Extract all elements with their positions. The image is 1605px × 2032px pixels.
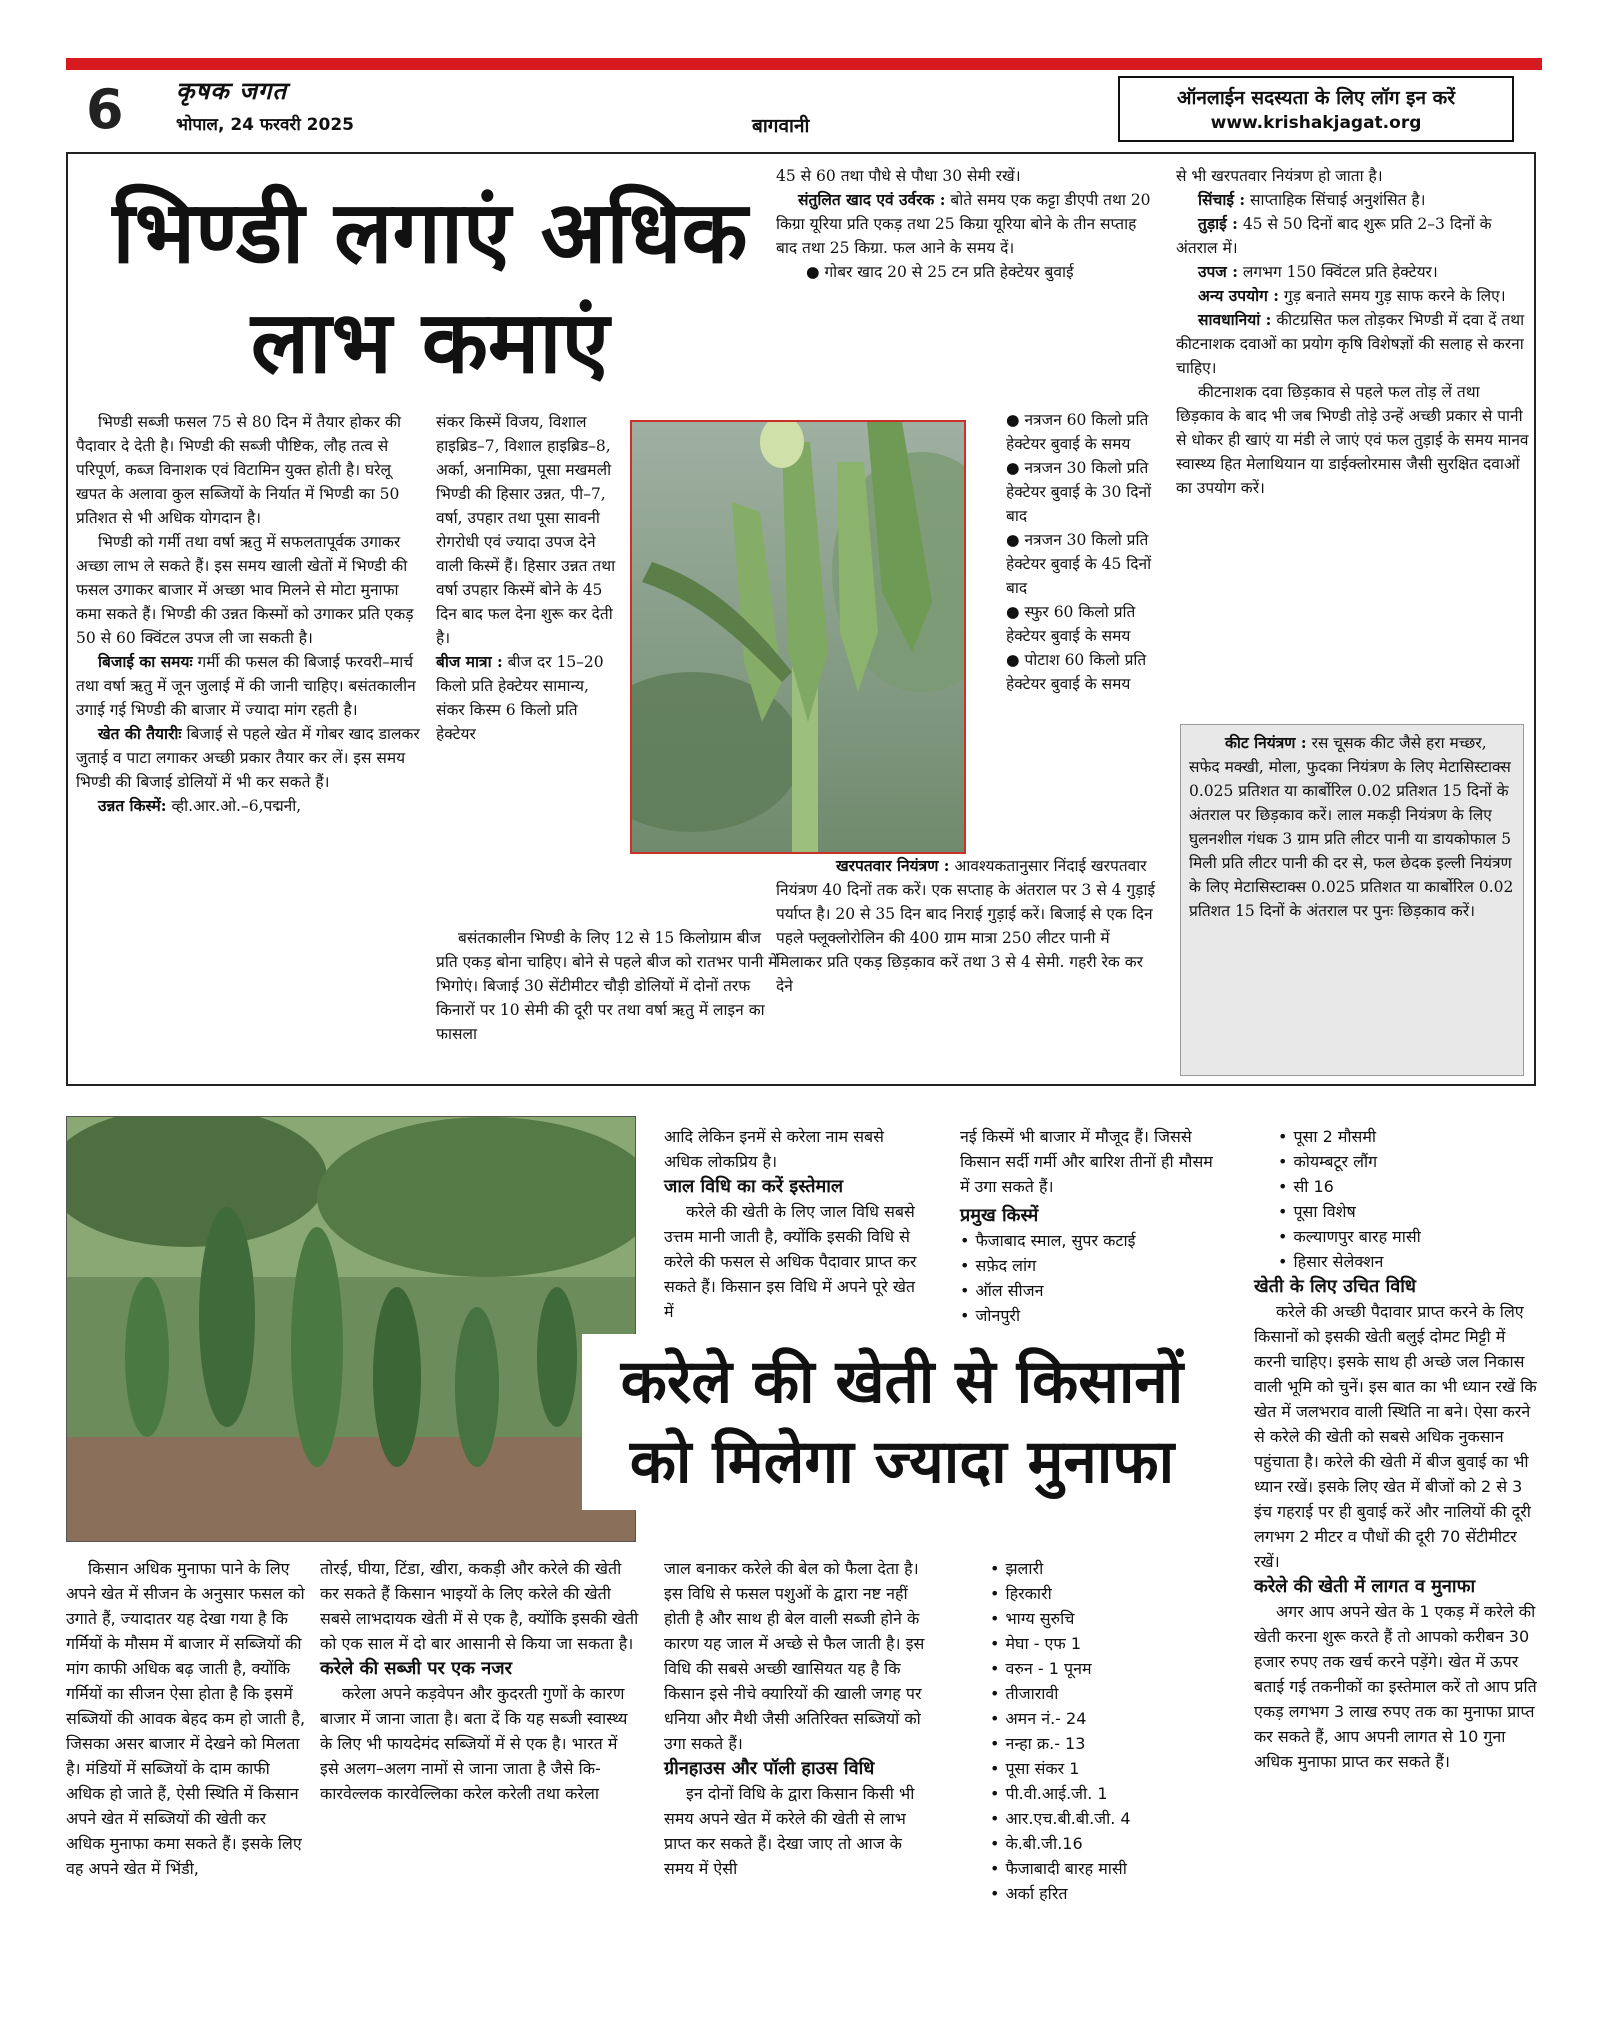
okra-intro-p1: भिण्डी सब्जी फसल 75 से 80 दिन में तैयार होकर की पैदावार दे देती है। भिण्डी की सब्जी पौष्टिक, लौह तत्व से परिपूर्ण, कब्ज विनाशक एवं विटामिन युक्त होती है। घरेलू खपत के अलावा कुल सब्जियों के निर्यात में भिण्डी का 50 प्रतिशत से भी अधिक योगदान है। — [76, 413, 401, 527]
section-title: बागवानी — [752, 115, 810, 137]
fert-item-text: नत्रजन 30 किलो प्रति हेक्टेयर बुवाई के 30 दिनों बाद — [1006, 459, 1152, 525]
fert-item-text: नत्रजन 30 किलो प्रति हेक्टेयर बुवाई के 45 दिनों बाद — [1006, 531, 1152, 597]
bg-col3-intro: आदि लेकिन इनमें से करेला नाम सबसे अधिक लोकप्रिय है। — [664, 1127, 884, 1171]
promo-text: ऑनलाईन सदस्यता के लिए लॉग इन करें — [1176, 87, 1456, 109]
okra-irrigation — [1176, 188, 1530, 212]
fertilizer-text: बोते समय एक कट्टा डीएपी तथा 20 किग्रा यूरिया प्रति एकड़ तथा 25 किग्रा यूरिया बोने के तीन सप्ताह बाद तथा 25 किग्रा. फल आने के समय दें। — [776, 191, 1151, 257]
pest-paragraph — [1189, 731, 1515, 923]
variety-item: • फैजाबाद स्माल, सुपर कटाई — [960, 1228, 1222, 1253]
page-number: 6 — [86, 78, 124, 141]
other-use-heading: अन्य उपयोग : — [1198, 286, 1279, 305]
okra-column-1 — [76, 410, 420, 818]
bitter-gourd-headline-line1: करेले की खेती से किसानों — [620, 1347, 1184, 1417]
okra-caution-2: कीटनाशक दवा छिड़काव से पहले फल तोड़ लें तथा छिड़काव के बाद भी जब भिण्डी तोड़े उन्हें अच्छी प्रकार से पानी से धोकर ही खाएं या मंडी ले जाएं एवं फल तुड़ाई के समय मानव स्वास्थ्य हित मेलाथियान या डाईक्लोरमास जैसी सुरक्षित दवाओं का उपयोग करें। — [1176, 383, 1529, 497]
weed-paragraph — [776, 854, 1158, 998]
overview-heading: करेले की सब्जी पर एक नजर — [320, 1658, 512, 1679]
bitter-gourd-photo — [66, 1116, 636, 1542]
varieties-text: व्ही.आर.ओ.–6,पद्मनी, — [171, 797, 302, 815]
bg-col2-text: तोरई, घीया, टिंडा, खीरा, ककड़ी और करेले की खेती कर सकते हैं किसान भाइयों के लिए करेले की खेती सबसे लाभदायक खेती में से एक है, क्योंकि इसकी खेती को एक साल में दो बार आसानी से किया जा सकता है। — [320, 1559, 639, 1653]
variety-item: • झलारी — [990, 1556, 1222, 1581]
cost-profit-heading: करेले की खेती में लागत व मुनाफा — [1254, 1576, 1476, 1597]
variety-item: • तीजारावी — [990, 1681, 1222, 1706]
okra-seed-text-2: बसंतकालीन भिण्डी के लिए 12 से 15 किलोग्राम बीज प्रति एकड़ बोना चाहिए। बोने से पहले बीज को रातभर पानी में भिगोएं। बिजाई 30 सेंटीमीटर चौड़ी डोलियों में दोनों तरफ किनारों पर 10 सेमी की दूरी पर तथा वर्षा ऋतु में लाइन का फासला — [436, 929, 778, 1043]
fert-item-text: नत्रजन 60 किलो प्रति हेक्टेयर बुवाई के समय — [1006, 411, 1149, 453]
variety-item: • हिरकारी — [990, 1581, 1222, 1606]
okra-fert-bullet: ● गोबर खाद 20 से 25 टन प्रति हेक्टेयर बुवाई — [806, 263, 1074, 281]
variety-item: • के.बी.जी.16 — [990, 1831, 1222, 1856]
net-method-text: करेले की खेती के लिए जाल विधि सबसे उत्तम मानी जाती है, क्योंकि इसकी विधि से करेले की फसल से अधिक पैदावार प्राप्त कर सकते हैं। किसान इस विधि में अपने पूरे खेत में — [664, 1202, 917, 1321]
okra-sowing — [76, 650, 420, 722]
main-varieties-heading: प्रमुख किस्में — [960, 1205, 1039, 1226]
bg-column-3-bottom — [664, 1556, 926, 1881]
promo-url[interactable]: www.krishakjagat.org — [1210, 113, 1422, 133]
overview-text: करेला अपने कड़वेपन और कुदरती गुणों के कारण बाजार में जाना जाता है। बता दें कि यह सब्जी स्वास्थ्य के लिए भी फायदेमंद सब्जियों में से एक है। भारत में इसे अलग–अलग नामों से जाना जाता है जैसे कि- कारवेल्लक कारवेल्लिका करेल करेली तथा करेला — [320, 1684, 628, 1803]
okra-picking — [1176, 212, 1530, 260]
variety-item: • आर.एच.बी.बी.जी. 4 — [990, 1806, 1222, 1831]
varieties-list-c — [1254, 1124, 1540, 1274]
variety-item: • कल्याणपुर बारह मासी — [1278, 1224, 1540, 1249]
net-method-continued: जाल बनाकर करेले की बेल को फैला देता है। इस विधि से फसल पशुओं के द्वारा नष्ट नहीं होती है और साथ ही बेल वाली सब्जी होने के कारण यह जाल में अच्छे से फैल जाती है। इस विधि की सबसे अच्छी खासियत यह है कि किसान इसे नीचे क्यारियों की खाली जगह पर धनिया और मैथी जैसी अतिरिक्त सब्जियों को उगा सकते हैं। — [664, 1559, 925, 1753]
caution-heading: सावधानियां : — [1198, 310, 1272, 329]
variety-item: • फैजाबादी बारह मासी — [990, 1856, 1222, 1881]
pest-heading: कीट नियंत्रण : — [1225, 733, 1307, 752]
variety-item: • सफ़ेद लांग — [960, 1253, 1222, 1278]
okra-other-use — [1176, 284, 1530, 308]
pest-control-box — [1180, 724, 1524, 1076]
bg-column-3-top — [664, 1124, 926, 1324]
fert-item-text: स्फुर 60 किलो प्रति हेक्टेयर बुवाई के समय — [1006, 603, 1136, 645]
variety-item: • नन्हा क्र.- 13 — [990, 1731, 1222, 1756]
irrigation-text: साप्ताहिक सिंचाई अनुशंसित है। — [1250, 191, 1426, 209]
net-method-heading: जाल विधि का करें इस्तेमाल — [664, 1176, 844, 1197]
irrigation-heading: सिंचाई : — [1198, 190, 1246, 209]
picking-text: 45 से 50 दिनों बाद शुरू प्रति 2–3 दिनों के अंतराल में। — [1176, 215, 1492, 257]
fert-bullet-text: गोबर खाद 20 से 25 टन प्रति हेक्टेयर बुवाई — [824, 263, 1074, 281]
bitter-gourd-headline — [582, 1334, 1222, 1510]
field-heading: खेत की तैयारीः — [98, 724, 182, 743]
dateline: भोपाल, 24 फरवरी 2025 — [176, 115, 354, 135]
caution-text: कीटग्रसित फल तोड़कर भिण्डी में दवा दें तथा कीटनाशक दवाओं का प्रयोग कृषि विशेषज्ञों की सलाह से करना चाहिए। — [1176, 311, 1525, 377]
variety-item: • पी.वी.आई.जी. 1 — [990, 1781, 1222, 1806]
variety-item: • भाग्य सुरुचि — [990, 1606, 1222, 1631]
varieties-list-b — [990, 1556, 1222, 1906]
variety-item: • ऑल सीजन — [960, 1278, 1222, 1303]
bitter-gourd-headline-line2: को मिलेगा ज्यादा मुनाफा — [629, 1427, 1175, 1497]
brand-logo: कृषक जगत — [176, 77, 288, 105]
okra-column-4 — [1176, 164, 1530, 500]
okra-photo — [630, 420, 966, 854]
bg-intro-text: किसान अधिक मुनाफा पाने के लिए अपने खेत में सीजन के अनुसार फसल को उगाते हैं, ज्यादातर यह देखा गया है कि गर्मियों के मौसम में बाजार में सब्जियों की मांग काफी अधिक बढ़ जाती है, क्योंकि गर्मियों का सीजन ऐसा होता है कि इसमें सब्जियों की आवक बेहद कम हो जाती है, जिसका असर बाजार में देखने को मिलता है। मंडियों में सब्जियों के दाम काफी अधिक हो जाते हैं, ऐसी स्थिति में किसान अपने खेत में सब्जियों की खेती कर अधिक मुनाफा कमा सकते हैं। इसके लिए वह अपने खेत में भिंडी, — [66, 1559, 306, 1878]
okra-column-2 — [436, 410, 618, 746]
variety-item: • पूसा 2 मौसमी — [1278, 1124, 1540, 1149]
variety-item: • अमन नं.- 24 — [990, 1706, 1222, 1731]
okra-varieties — [76, 794, 420, 818]
bg-column-4-bottom — [990, 1556, 1222, 1906]
fert-item: ● नत्रजन 30 किलो प्रति हेक्टेयर बुवाई के 30 दिनों बाद — [1006, 459, 1152, 525]
seed-heading: बीज मात्रा : — [436, 652, 503, 671]
okra-seed-rate — [436, 650, 618, 746]
top-red-bar — [66, 58, 1542, 70]
greenhouse-heading: ग्रीनहाउस और पॉली हाउस विधि — [664, 1758, 875, 1779]
variety-item: • हिसार सेलेक्शन — [1278, 1249, 1540, 1274]
bg-column-5 — [1254, 1124, 1540, 1774]
online-subscription-box[interactable] — [1118, 76, 1514, 142]
fert-item-text: पोटाश 60 किलो प्रति हेक्टेयर बुवाई के समय — [1006, 651, 1147, 693]
bg-column-2 — [320, 1556, 640, 1806]
fert-item: ● पोटाश 60 किलो प्रति हेक्टेयर बुवाई के समय — [1006, 651, 1147, 693]
variety-item: • वरुन - 1 पूनम — [990, 1656, 1222, 1681]
varieties-list-a — [960, 1228, 1222, 1328]
okra-spacing: 45 से 60 तथा पौधे से पौधा 30 सेमी रखें। — [776, 167, 1021, 185]
sowing-text: गर्मी की फसल की बिजाई फरवरी–मार्च तथा वर्षा ऋतु में जून जुलाई में की जानी चाहिए। बसंतकालीन उगाई गई भिण्डी की बाजार में ज्यादा मांग रहती है। — [76, 653, 416, 719]
bg-new-varieties-text: नई किस्में भी बाजार में मौजूद हैं। जिससे किसान सर्दी गर्मी और बारिश तीनों ही मौसम में उगा सकते हैं। — [960, 1127, 1213, 1196]
variety-item: • मेघा - एफ 1 — [990, 1631, 1222, 1656]
proper-method-text: करेले की अच्छी पैदावार प्राप्त करने के लिए किसानों को इसकी खेती बलुई दोमट मिट्टी में करनी चाहिए। इसके साथ ही अच्छे जल निकास वाली भूमि को चुनें। इस बात का भी ध्यान रखें कि खेत में जलभराव वाली स्थिति ना बने। ऐसा करने से करेले की खेती को सबसे अधिक नुकसान पहुंचाता है। करेले की खेती में बीज बुवाई का भी ध्यान रखें। इसके लिए खेत में बीजों को 2 से 3 इंच गहराई पर ही बुवाई करें और नालियों की दूरी लगभग 2 मीटर व पौधों की दूरी 70 सेंटीमीटर रखें। — [1254, 1302, 1537, 1571]
other-use-text: गुड़ बनाते समय गुड़ साफ करने के लिए। — [1283, 287, 1506, 305]
okra-plant-illustration — [632, 422, 966, 854]
okra-yield — [1176, 260, 1530, 284]
okra-fertilizer-list — [1006, 408, 1166, 696]
okra-fertilizer — [776, 188, 1158, 260]
okra-cautions — [1176, 308, 1530, 380]
weed-heading: खरपतवार नियंत्रण : — [836, 856, 950, 875]
varieties-heading: उन्नत किस्में: — [98, 796, 167, 815]
weed-continued: से भी खरपतवार नियंत्रण हो जाता है। — [1176, 167, 1383, 185]
fert-item: ● नत्रजन 30 किलो प्रति हेक्टेयर बुवाई के 45 दिनों बाद — [1006, 531, 1152, 597]
fert-item: ● स्फुर 60 किलो प्रति हेक्टेयर बुवाई के समय — [1006, 603, 1136, 645]
bitter-gourd-illustration — [67, 1117, 636, 1542]
okra-field-prep — [76, 722, 420, 794]
okra-headline-line2: लाभ कमाएं — [250, 293, 610, 393]
pest-text: रस चूसक कीट जैसे हरा मच्छर, सफेद मक्खी, मोला, फुदका नियंत्रण के लिए मेटासिस्टाक्स 0.025 प्रतिशत या कार्बोरिल 0.02 प्रतिशत 15 दिनों के अंतराल पर छिड़काव करें। लाल मकड़ी नियंत्रण के लिए घुलनशील गंधक 3 ग्राम प्रति लीटर पानी या डायकोफाल 5 मिली प्रति लीटर पानी की दर से, फल छेदक इल्ली नियंत्रण के लिए मेटासिस्टाक्स 0.025 प्रतिशत या कार्बोरिल 0.02 प्रतिशत 15 दिनों के अंतराल पर पुनः छिड़काव करें। — [1189, 734, 1514, 920]
okra-headline-line1: भिण्डी लगाएं अधिक — [112, 183, 748, 283]
sowing-heading: बिजाई का समयः — [98, 652, 193, 671]
field-text: बिजाई से पहले खेत में गोबर खाद डालकर जुताई व पाटा लगाकर अच्छी प्रकार तैयार कर लें। इस समय भिण्डी की बिजाई डोलियों में भी कर सकते हैं। — [76, 725, 420, 791]
variety-item: • अर्का हरित — [990, 1881, 1222, 1906]
seed-text: बीज दर 15–20 किलो प्रति हेक्टेयर सामान्य, संकर किस्म 6 किलो प्रति हेक्टेयर — [436, 653, 604, 743]
cost-profit-text: अगर आप अपने खेत के 1 एकड़ में करेले की खेती करना शुरू करते हैं तो आपको करीबन 30 हजार रुपए तक खर्च करने पड़ेंगे। खेत में ऊपर बताई गई तकनीकों का इस्तेमाल करें तो आप प्रति एकड़ लगभग 3 लाख रुपए तक का मुनाफा प्राप्त कर सकते हैं, आप अपनी लागत से 10 गुना अधिक मुनाफा प्राप्त कर सकते हैं। — [1254, 1602, 1537, 1771]
okra-hybrid-varieties: संकर किस्में विजय, विशाल हाइब्रिड–7, विशाल हाइब्रिड–8, अर्का, अनामिका, पूसा मखमली भिण्डी की हिसार उन्नत, पी–7, वर्षा, उपहार तथा पूसा सावनी रोगरोधी एवं ज्यादा उपज देने वाली किस्में हैं। हिसार उन्नत तथा वर्षा उपहार किस्में बोने के 45 दिन बाद फल देना शुरू कर देती है। — [436, 413, 616, 647]
fert-item: ● नत्रजन 60 किलो प्रति हेक्टेयर बुवाई के समय — [1006, 411, 1149, 453]
variety-item: • पूसा विशेष — [1278, 1199, 1540, 1224]
okra-column-3-top — [776, 164, 1158, 284]
proper-method-heading: खेती के लिए उचित विधि — [1254, 1276, 1416, 1297]
variety-item: • सी 16 — [1278, 1174, 1540, 1199]
variety-item: • पूसा संकर 1 — [990, 1756, 1222, 1781]
yield-text: लगभग 150 क्विंटल प्रति हेक्टेयर। — [1242, 263, 1438, 281]
bg-column-1 — [66, 1556, 308, 1881]
fertilizer-heading: संतुलित खाद एवं उर्वरक : — [798, 190, 946, 209]
variety-item: • कोयम्बटूर लौंग — [1278, 1149, 1540, 1174]
okra-intro-p2: भिण्डी को गर्मी तथा वर्षा ऋतु में सफलतापूर्वक उगाकर अच्छा लाभ ले सकते हैं। इस समय खाली खेतों में भिण्डी की फसल उगाकर बाजार में अच्छा भाव मिलने से मोटा मुनाफा कमा सकते हैं। भिण्डी की उन्नत किस्मों को उगाकर प्रति एकड़ 50 से 60 क्विंटल उपज ली जा सकती है। — [76, 533, 414, 647]
yield-heading: उपज : — [1198, 262, 1238, 281]
greenhouse-text: इन दोनों विधि के द्वारा किसान किसी भी समय अपने खेत में करेले की खेती से लाभ प्राप्त कर सकते हैं। देखा जाए तो आज के समय में ऐसी — [664, 1784, 915, 1878]
okra-weed-control — [776, 854, 1158, 998]
picking-heading: तुड़ाई : — [1198, 214, 1238, 233]
weed-text: आवश्यकतानुसार निंदाई खरपतवार नियंत्रण 40 दिनों तक करें। एक सप्ताह के अंतराल पर 3 से 4 गुड़ाई पर्याप्त है। 20 से 35 दिन बाद निराई गुड़ाई करें। बिजाई से एक दिन पहले फ्लूक्लोरोलिन की 400 ग्राम मात्रा 250 लीटर पानी में मिलाकर प्रति एकड़ छिड़काव करें तथा 3 से 4 सेमी. गहरी रेक कर देने — [776, 857, 1156, 995]
variety-item: • जोनपुरी — [960, 1303, 1222, 1328]
okra-headline — [80, 178, 780, 398]
bg-column-4-top — [960, 1124, 1222, 1328]
